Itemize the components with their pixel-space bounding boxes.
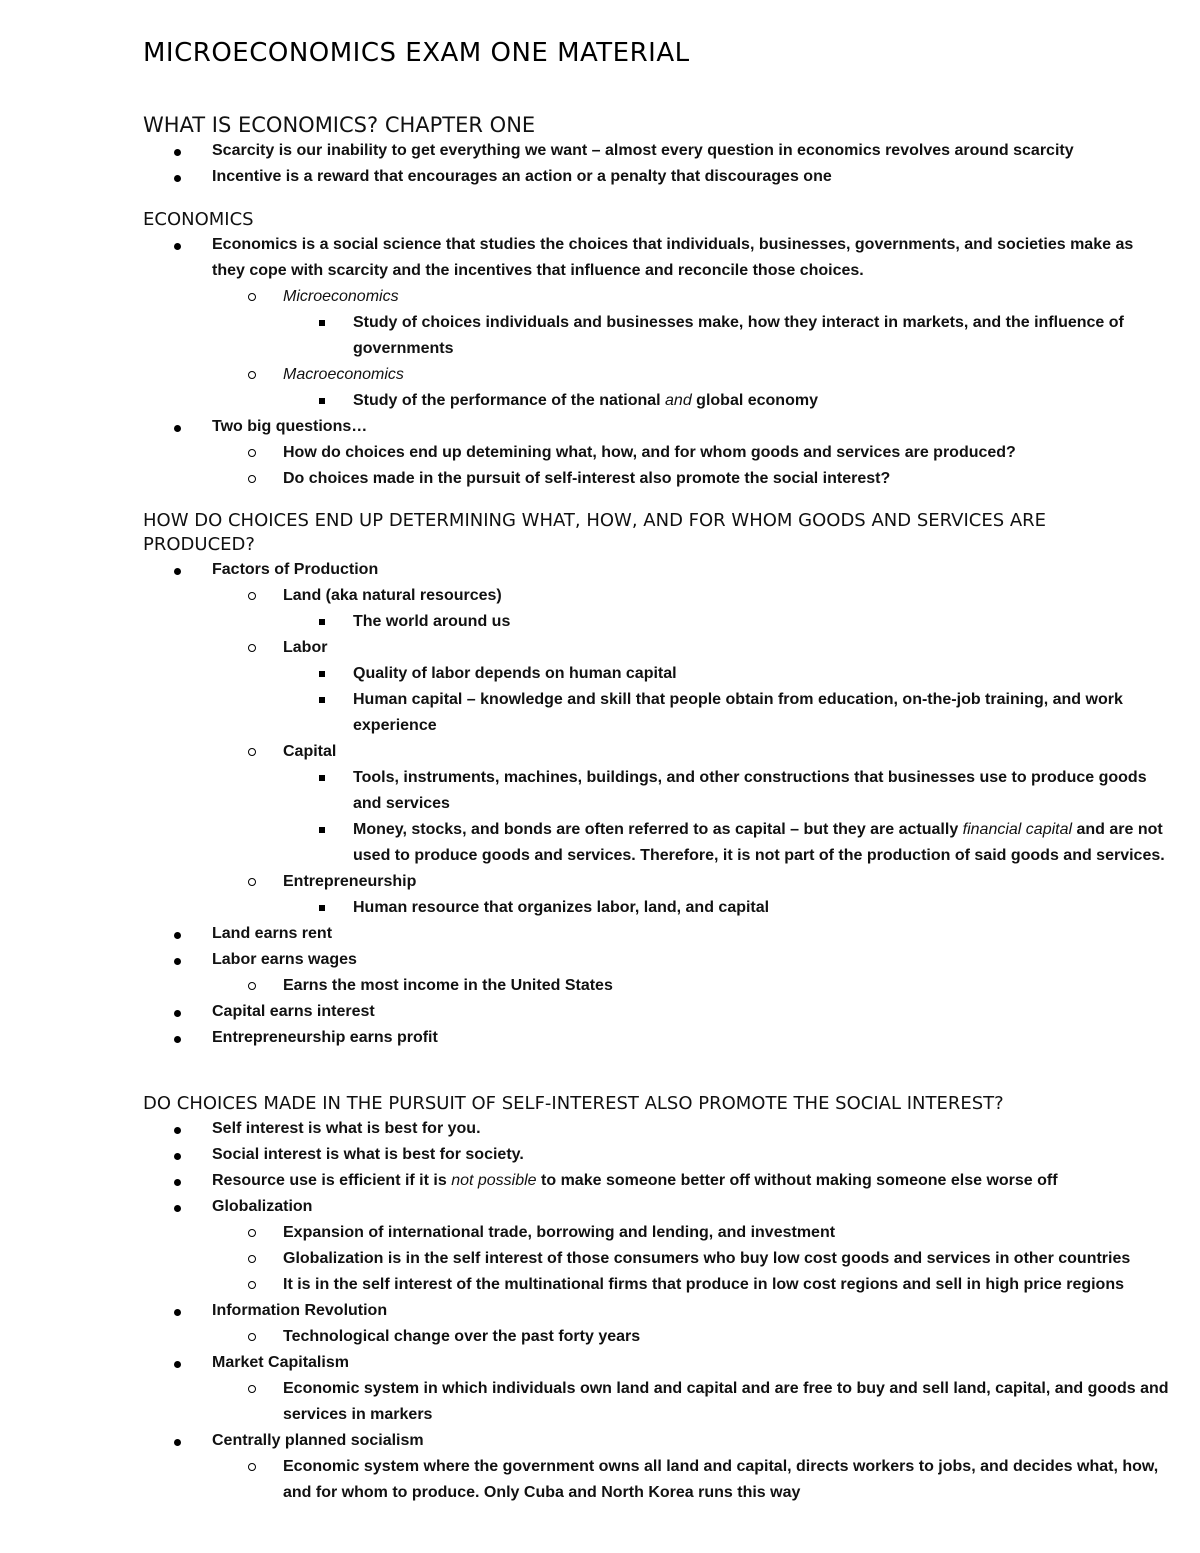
list-item: Capital	[283, 739, 1173, 765]
list-item: How do choices end up detemining what, how, and for whom goods and services are produced?	[283, 440, 1173, 466]
section-heading: WHAT IS ECONOMICS? CHAPTER ONE	[143, 113, 536, 137]
list-item: Technological change over the past forty years	[283, 1324, 1173, 1350]
bullet-icon	[174, 1439, 181, 1446]
list-item: Land (aka natural resources)	[283, 583, 1173, 609]
list-item: Two big questions…	[212, 414, 1170, 440]
circle-bullet-icon	[248, 293, 256, 301]
circle-bullet-icon	[248, 1229, 256, 1237]
section-heading: DO CHOICES MADE IN THE PURSUIT OF SELF-INTEREST ALSO PROMOTE THE SOCIAL INTEREST?	[143, 1093, 1004, 1114]
list-item: Entrepreneurship	[283, 869, 1173, 895]
list-item: Labor earns wages	[212, 947, 1170, 973]
bullet-icon	[174, 1205, 181, 1212]
circle-bullet-icon	[248, 982, 256, 990]
circle-bullet-icon	[248, 449, 256, 457]
list-item: Human resource that organizes labor, land, and capital	[353, 895, 1173, 921]
list-item: Microeconomics	[283, 284, 1173, 310]
circle-bullet-icon	[248, 371, 256, 379]
bullet-icon	[174, 1309, 181, 1316]
section-economics	[0, 208, 1200, 492]
circle-bullet-icon	[248, 1463, 256, 1471]
list-item: Information Revolution	[212, 1298, 1170, 1324]
list-item: The world around us	[353, 609, 1173, 635]
list-item: Globalization	[212, 1194, 1170, 1220]
bullet-icon	[174, 243, 181, 250]
circle-bullet-icon	[248, 644, 256, 652]
list-item: Study of choices individuals and businesses make, how they interact in markets, and the influence of governments	[353, 310, 1173, 362]
bullet-icon	[174, 1010, 181, 1017]
circle-bullet-icon	[248, 1255, 256, 1263]
square-bullet-icon	[319, 827, 325, 833]
bullet-icon	[174, 175, 181, 182]
circle-bullet-icon	[248, 592, 256, 600]
square-bullet-icon	[319, 697, 325, 703]
list-item: Land earns rent	[212, 921, 1170, 947]
list-item: Study of the performance of the national and global economy	[353, 388, 1173, 414]
circle-bullet-icon	[248, 1281, 256, 1289]
list-item: Factors of Production	[212, 557, 1170, 583]
circle-bullet-icon	[248, 1333, 256, 1341]
circle-bullet-icon	[248, 475, 256, 483]
bullet-icon	[174, 1036, 181, 1043]
circle-bullet-icon	[248, 1385, 256, 1393]
list-item: Economic system in which individuals own land and capital and are free to buy and sell land, capital, and goods and services in markers	[283, 1376, 1173, 1428]
section-heading: ECONOMICS	[143, 209, 254, 230]
list-item: Human capital – knowledge and skill that people obtain from education, on-the-job training, and work experience	[353, 687, 1173, 739]
section-what-is-economics	[0, 112, 1200, 190]
list-item: Globalization is in the self interest of those consumers who buy low cost goods and services in other countries	[283, 1246, 1173, 1272]
list-item: Labor	[283, 635, 1173, 661]
bullet-icon	[174, 425, 181, 432]
list-item: Resource use is efficient if it is not possible to make someone better off without making someone else worse off	[212, 1168, 1170, 1194]
list-item: Expansion of international trade, borrowing and lending, and investment	[283, 1220, 1173, 1246]
square-bullet-icon	[319, 398, 325, 404]
section-how-do-choices	[0, 509, 1200, 1051]
square-bullet-icon	[319, 905, 325, 911]
bullet-icon	[174, 932, 181, 939]
bullet-icon	[174, 149, 181, 156]
list-item: Capital earns interest	[212, 999, 1170, 1025]
bullet-icon	[174, 958, 181, 965]
bullet-icon	[174, 1153, 181, 1160]
list-item: Entrepreneurship earns profit	[212, 1025, 1170, 1051]
list-item: Quality of labor depends on human capital	[353, 661, 1173, 687]
list-item: Economics is a social science that studies the choices that individuals, businesses, governments, and societies make as they cope with scarcity and the incentives that influence and reconcile those choices.	[212, 232, 1170, 284]
bullet-icon	[174, 568, 181, 575]
list-item: Social interest is what is best for society.	[212, 1142, 1170, 1168]
circle-bullet-icon	[248, 748, 256, 756]
list-item: Self interest is what is best for you.	[212, 1116, 1170, 1142]
bullet-icon	[174, 1127, 181, 1134]
square-bullet-icon	[319, 671, 325, 677]
bullet-icon	[174, 1361, 181, 1368]
list-item: Economic system where the government owns all land and capital, directs workers to jobs, and decides what, how, and for whom to produce. Only Cuba and North Korea runs this way	[283, 1454, 1173, 1506]
square-bullet-icon	[319, 619, 325, 625]
square-bullet-icon	[319, 320, 325, 326]
list-item: Incentive is a reward that encourages an action or a penalty that discourages one	[212, 164, 1170, 190]
list-item: Scarcity is our inability to get everything we want – almost every question in economics revolves around scarcity	[212, 138, 1170, 164]
list-item: Earns the most income in the United States	[283, 973, 1173, 999]
section-heading: HOW DO CHOICES END UP DETERMINING WHAT, HOW, AND FOR WHOM GOODS AND SERVICES ARE PRODUCED?	[143, 510, 1047, 555]
list-item: Market Capitalism	[212, 1350, 1170, 1376]
list-item: It is in the self interest of the multinational firms that produce in low cost regions and sell in high price regions	[283, 1272, 1173, 1298]
list-item: Macroeconomics	[283, 362, 1173, 388]
list-item: Do choices made in the pursuit of self-interest also promote the social interest?	[283, 466, 1173, 492]
circle-bullet-icon	[248, 878, 256, 886]
bullet-icon	[174, 1179, 181, 1186]
section-self-interest	[0, 1092, 1200, 1506]
list-item: Tools, instruments, machines, buildings, and other constructions that businesses use to produce goods and services	[353, 765, 1173, 817]
list-item: Centrally planned socialism	[212, 1428, 1170, 1454]
document-title: MICROECONOMICS EXAM ONE MATERIAL	[143, 38, 690, 68]
list-item: Money, stocks, and bonds are often referred to as capital – but they are actually financial capital and are not used to produce goods and services. Therefore, it is not part of the production of said goods and services.	[353, 817, 1173, 869]
square-bullet-icon	[319, 775, 325, 781]
